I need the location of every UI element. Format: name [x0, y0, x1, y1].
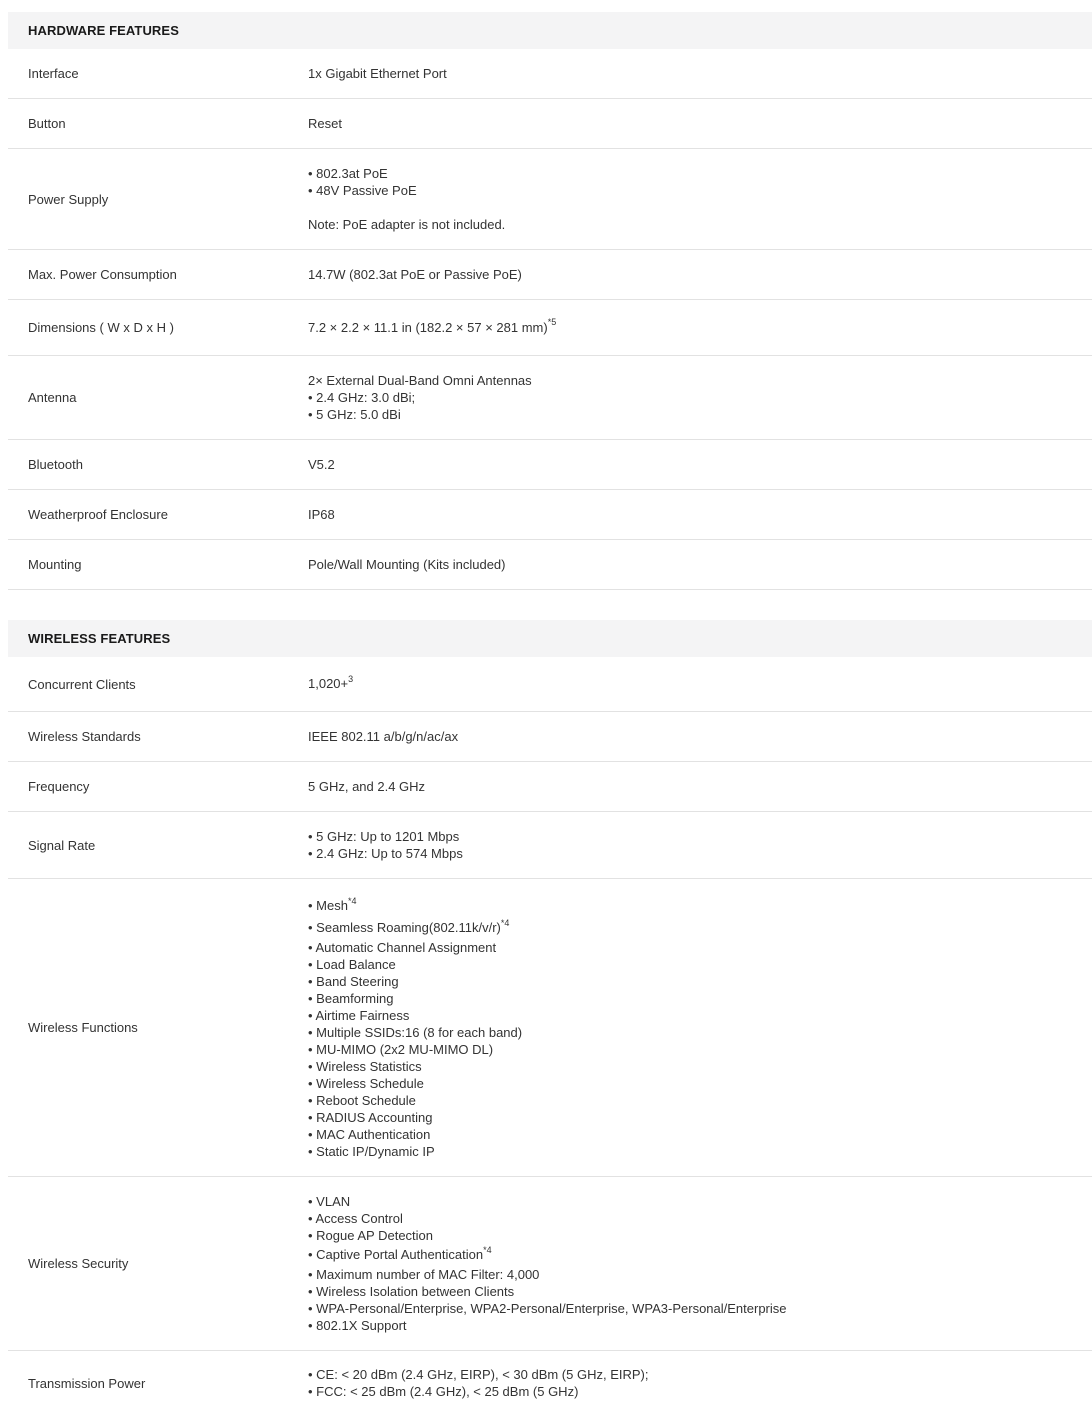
spec-label: Wireless Functions: [28, 1020, 138, 1035]
spec-value-line: • 2.4 GHz: Up to 574 Mbps: [308, 846, 463, 861]
spec-row-bluetooth: [8, 440, 1092, 490]
spec-value-line: [308, 895, 1092, 917]
spec-label: Antenna: [28, 390, 77, 405]
spec-row-wireless-standards: [8, 712, 1092, 762]
spec-value: [308, 728, 1092, 745]
spec-value-line: • Rogue AP Detection: [308, 1228, 434, 1243]
footnote-mark: *5: [547, 317, 557, 328]
spec-label: Mounting: [28, 557, 82, 572]
spec-value-line: • CE: < 20 dBm (2.4 GHz, EIRP), < 30 dBm (5 GHz, EIRP);: [308, 1367, 649, 1382]
section-spacer: [8, 590, 1092, 620]
spec-value-line: [308, 917, 1092, 939]
spec-label: Transmission Power: [28, 1375, 146, 1391]
spec-value-line: • Wireless Statistics: [308, 1059, 422, 1074]
spec-label: Wireless Security: [28, 1256, 129, 1271]
spec-label: Button: [28, 116, 66, 131]
spec-value-line: Reset: [308, 116, 342, 131]
spec-row-transmission-power: [8, 1351, 1092, 1415]
spec-value-line: V5.2: [308, 457, 335, 472]
spec-value-line: • 802.1X Support: [308, 1318, 407, 1333]
spec-table: [8, 12, 1092, 1415]
spec-value-line: • 5 GHz: 5.0 dBi: [308, 407, 401, 422]
spec-value-line: • Multiple SSIDs:16 (8 for each band): [308, 1025, 523, 1040]
spec-label: Power Supply: [28, 191, 109, 207]
spec-value: [308, 556, 1092, 573]
spec-value: [308, 115, 1092, 132]
spec-value-line: • MU-MIMO (2x2 MU-MIMO DL): [308, 1042, 494, 1057]
spec-value-line: • Beamforming: [308, 991, 394, 1006]
spec-value-line: [308, 317, 1092, 339]
spec-value-line: [308, 673, 1092, 695]
spec-value-line: • Load Balance: [308, 957, 396, 972]
spec-row-frequency: [8, 762, 1092, 812]
spec-value-line: • WPA-Personal/Enterprise, WPA2-Personal/Enterprise, WPA3-Personal/Enterprise: [308, 1301, 787, 1316]
footnote-mark: *4: [347, 895, 357, 906]
wireless-section-header: WIRELESS FEATURES: [8, 620, 1092, 657]
spec-row-button: [8, 99, 1092, 149]
spec-value-line: • RADIUS Accounting: [308, 1110, 433, 1125]
spec-label: Concurrent Clients: [28, 676, 136, 692]
spec-row-antenna: [8, 356, 1092, 440]
spec-value-line: • 802.3at PoE: [308, 166, 388, 181]
spec-value: [308, 828, 1092, 862]
spec-value-line: • 5 GHz: Up to 1201 Mbps: [308, 829, 460, 844]
captive-portal-text: • Captive Portal Authentication: [308, 1247, 484, 1262]
spec-value: [308, 1366, 1092, 1400]
spec-value: [308, 266, 1092, 283]
spec-label: Signal Rate: [28, 837, 96, 853]
spec-row-concurrent-clients: [8, 657, 1092, 712]
spec-label: Bluetooth: [28, 457, 83, 472]
spec-value-line: 5 GHz, and 2.4 GHz: [308, 779, 426, 794]
spec-row-interface: [8, 49, 1092, 99]
spec-row-max-power: [8, 250, 1092, 300]
spec-value-note: Note: PoE adapter is not included.: [308, 217, 506, 232]
spec-value-line: • 2.4 GHz: 3.0 dBi;: [308, 390, 416, 405]
spec-row-power-supply: [8, 149, 1092, 250]
footnote-mark: *4: [500, 917, 510, 928]
footnote-mark: *4: [483, 1244, 492, 1255]
spec-value-line: • Wireless Isolation between Clients: [308, 1284, 515, 1299]
roaming-text: • Seamless Roaming(802.11k/v/r): [308, 920, 501, 935]
spec-label: Frequency: [28, 779, 90, 794]
spec-value: [308, 456, 1092, 473]
spec-row-dimensions: [8, 300, 1092, 356]
spec-value-line: • FCC: < 25 dBm (2.4 GHz), < 25 dBm (5 GHz): [308, 1384, 579, 1399]
spec-row-signal-rate: [8, 812, 1092, 879]
spec-label: Wireless Standards: [28, 729, 141, 744]
spec-value-line: [308, 1244, 1092, 1266]
spec-value-line: • 48V Passive PoE: [308, 183, 417, 198]
spec-value-line: 14.7W (802.3at PoE or Passive PoE): [308, 267, 522, 282]
spec-value-line: • Reboot Schedule: [308, 1093, 416, 1108]
mesh-text: • Mesh: [308, 898, 348, 913]
spec-value-line: • Automatic Channel Assignment: [308, 940, 497, 955]
spec-value-line: • Maximum number of MAC Filter: 4,000: [308, 1267, 540, 1282]
dimensions-text: 7.2 × 2.2 × 11.1 in (182.2 × 57 × 281 mm): [308, 319, 548, 335]
spec-value: [308, 895, 1092, 1160]
spec-label: Weatherproof Enclosure: [28, 507, 168, 522]
spec-value-line: IEEE 802.11 a/b/g/n/ac/ax: [308, 729, 459, 744]
spec-value-line: IP68: [308, 507, 335, 522]
spec-row-weatherproof: [8, 490, 1092, 540]
spec-value: [308, 506, 1092, 523]
spec-value: [308, 317, 1092, 339]
footnote-mark: 3: [348, 673, 354, 684]
clients-text: 1,020+: [308, 676, 349, 691]
spec-value-line: • MAC Authentication: [308, 1127, 431, 1142]
spec-value: [308, 778, 1092, 795]
spec-value-line: 1x Gigabit Ethernet Port: [308, 66, 447, 81]
spec-row-wireless-security: [8, 1177, 1092, 1351]
spec-value: [308, 673, 1092, 695]
spec-value-line: • Static IP/Dynamic IP: [308, 1144, 435, 1159]
spec-value: [308, 65, 1092, 82]
spec-value-line: • Access Control: [308, 1211, 403, 1226]
spec-value-line: • Wireless Schedule: [308, 1076, 424, 1091]
spec-label: Interface: [28, 66, 79, 81]
spec-row-mounting: [8, 540, 1092, 590]
spec-value: [308, 165, 1092, 233]
spec-value-line: • VLAN: [308, 1194, 351, 1209]
spec-label: Dimensions ( W x D x H ): [28, 320, 174, 335]
spec-value: [308, 372, 1092, 423]
spec-value: [308, 1193, 1092, 1334]
spec-value-line: Pole/Wall Mounting (Kits included): [308, 557, 506, 572]
spec-value-line: • Band Steering: [308, 974, 399, 989]
spec-value-line: 2× External Dual-Band Omni Antennas: [308, 373, 532, 388]
spec-row-wireless-functions: [8, 879, 1092, 1177]
spec-value-line: • Airtime Fairness: [308, 1008, 410, 1023]
hardware-section-header: HARDWARE FEATURES: [8, 12, 1092, 49]
spec-label: Max. Power Consumption: [28, 267, 177, 282]
